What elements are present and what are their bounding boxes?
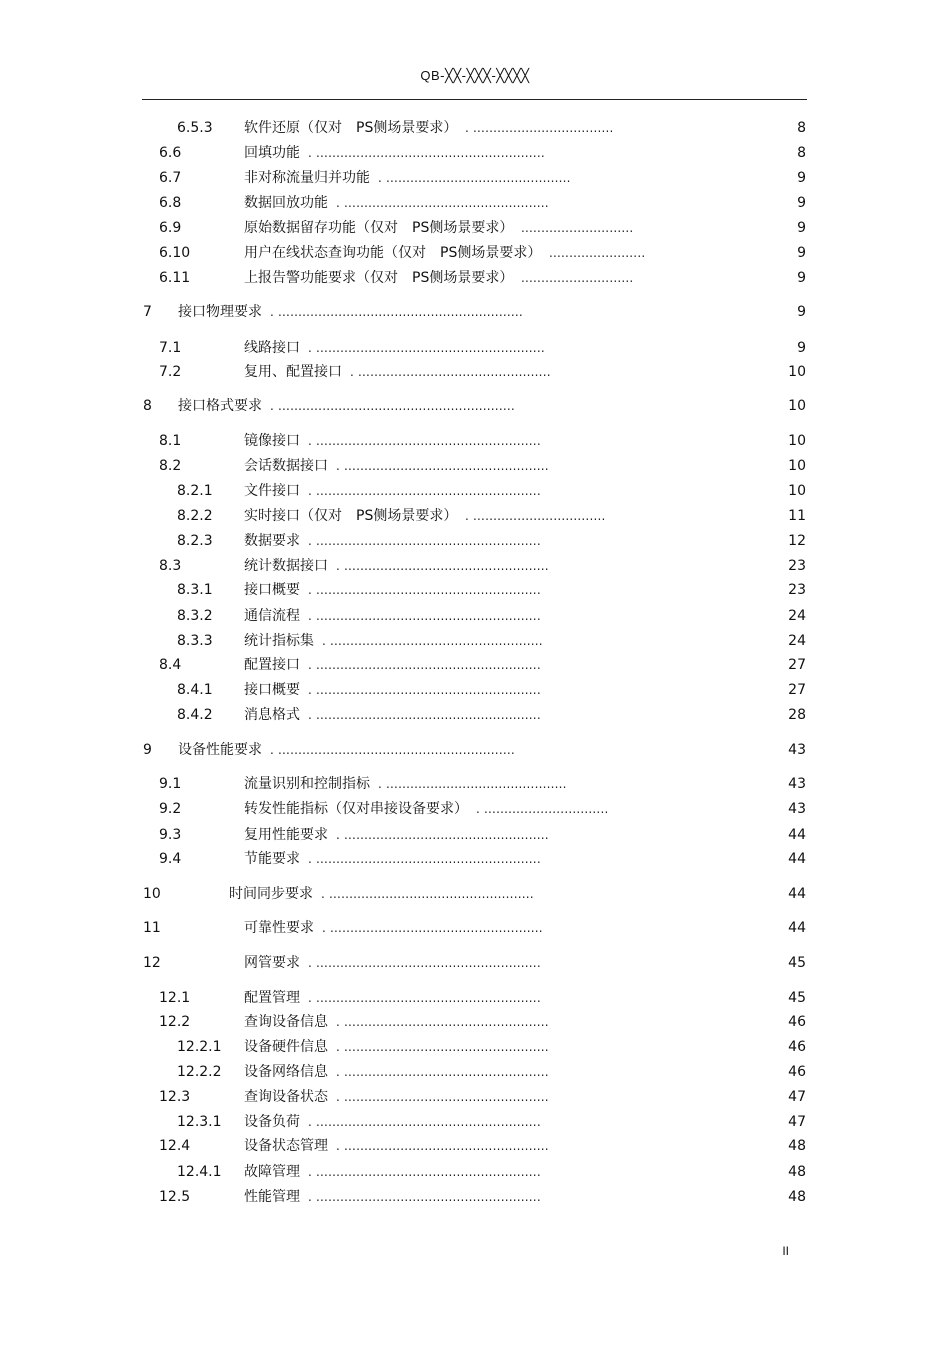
- toc-entry[interactable]: [0, 506, 950, 526]
- toc-entry[interactable]: [0, 481, 950, 501]
- toc-entry-leader-dots: . ...................................................: [336, 1090, 549, 1104]
- toc-entry[interactable]: [0, 988, 950, 1008]
- toc-entry-number: 7: [143, 304, 152, 320]
- toc-entry-page: 12: [788, 533, 806, 549]
- toc-entry-leader-dots: . ........................................................: [308, 609, 541, 623]
- toc-entry-title: 接口概要: [244, 582, 300, 598]
- toc-entry-number: 8.3.2: [177, 608, 213, 624]
- toc-entry[interactable]: [0, 193, 950, 213]
- toc-entry[interactable]: [0, 799, 950, 819]
- toc-entry[interactable]: [0, 705, 950, 725]
- toc-entry-title: 设备网络信息: [244, 1064, 328, 1080]
- toc-entry[interactable]: [0, 884, 950, 904]
- toc-entry-page: 24: [788, 633, 806, 649]
- toc-entry[interactable]: [0, 631, 950, 651]
- toc-entry-title: 接口格式要求: [178, 398, 262, 414]
- toc-entry[interactable]: [0, 168, 950, 188]
- toc-entry-page: 10: [788, 458, 806, 474]
- toc-entry[interactable]: [0, 1087, 950, 1107]
- toc-entry-number: 10: [143, 886, 161, 902]
- toc-entry-page: 43: [788, 801, 806, 817]
- toc-entry[interactable]: [0, 1062, 950, 1082]
- toc-entry-title: 上报告警功能要求（仅对 PS侧场景要求）: [244, 270, 514, 286]
- toc-entry[interactable]: [0, 143, 950, 163]
- toc-entry[interactable]: [0, 1187, 950, 1207]
- toc-entry-leader-dots: ........................: [549, 246, 646, 260]
- toc-entry-number: 8.2.1: [177, 483, 213, 499]
- toc-entry-page: 9: [797, 195, 806, 211]
- toc-entry-leader-dots: . ...................................: [465, 121, 614, 135]
- toc-entry-leader-dots: . ...................................................: [321, 887, 534, 901]
- toc-entry-title: 文件接口: [244, 483, 300, 499]
- toc-entry-title: 会话数据接口: [244, 458, 328, 474]
- toc-entry-title: 设备状态管理: [244, 1138, 328, 1154]
- toc-entry-leader-dots: . ...................................................: [336, 1040, 549, 1054]
- toc-entry-number: 9.4: [159, 851, 182, 867]
- toc-entry-number: 6.5.3: [177, 120, 213, 136]
- toc-entry-title: 软件还原（仅对 PS侧场景要求）: [244, 120, 458, 136]
- toc-entry-page: 48: [788, 1138, 806, 1154]
- toc-entry-number: 12.1: [159, 990, 191, 1006]
- toc-entry-leader-dots: . ........................................................: [308, 583, 541, 597]
- toc-entry-leader-dots: . .............................................: [378, 777, 567, 791]
- toc-entry[interactable]: [0, 1136, 950, 1156]
- document-code-header: QB-╳╳-╳╳╳-╳╳╳╳: [420, 68, 530, 83]
- toc-entry[interactable]: [0, 1037, 950, 1057]
- toc-entry-page: 8: [797, 145, 806, 161]
- toc-entry-number: 9: [143, 742, 152, 758]
- toc-entry-number: 6.7: [159, 170, 182, 186]
- toc-entry-leader-dots: . .................................: [465, 509, 606, 523]
- toc-entry[interactable]: [0, 531, 950, 551]
- toc-entry-number: 8.3.1: [177, 582, 213, 598]
- toc-entry-leader-dots: . ........................................................: [308, 991, 541, 1005]
- toc-entry-page: 10: [788, 364, 806, 380]
- toc-entry-leader-dots: ............................: [521, 221, 634, 235]
- toc-entry-leader-dots: . ........................................................: [308, 484, 541, 498]
- toc-entry-title: 网管要求: [244, 955, 300, 971]
- toc-entry-leader-dots: . ........................................................: [308, 1115, 541, 1129]
- toc-entry[interactable]: [0, 953, 950, 973]
- toc-entry-leader-dots: . ........................................................: [308, 534, 541, 548]
- toc-entry-title: 通信流程: [244, 608, 300, 624]
- toc-entry-page: 48: [788, 1189, 806, 1205]
- toc-entry-number: 8.3.3: [177, 633, 213, 649]
- toc-entry[interactable]: [0, 1162, 950, 1182]
- toc-entry-page: 23: [788, 582, 806, 598]
- toc-entry-title: 回填功能: [244, 145, 300, 161]
- toc-entry[interactable]: [0, 218, 950, 238]
- toc-entry-page: 9: [797, 270, 806, 286]
- toc-entry-title: 故障管理: [244, 1164, 300, 1180]
- toc-entry-page: 9: [797, 245, 806, 261]
- toc-entry-leader-dots: . ...............................: [476, 802, 609, 816]
- toc-entry-leader-dots: . ........................................................: [308, 683, 541, 697]
- toc-entry-title: 配置接口: [244, 657, 300, 673]
- toc-entry-title: 数据回放功能: [244, 195, 328, 211]
- toc-entry[interactable]: [0, 1112, 950, 1132]
- toc-entry-number: 8.3: [159, 558, 182, 574]
- toc-entry-leader-dots: . ........................................................: [308, 852, 541, 866]
- toc-entry-page: 8: [797, 120, 806, 136]
- toc-entry-page: 11: [788, 508, 806, 524]
- toc-entry-page: 10: [788, 483, 806, 499]
- toc-entry-title: 设备性能要求: [178, 742, 262, 758]
- toc-entry-title: 复用、配置接口: [244, 364, 342, 380]
- toc-entry-number: 8.4: [159, 657, 182, 673]
- toc-entry-title: 节能要求: [244, 851, 300, 867]
- toc-entry-title: 配置管理: [244, 990, 300, 1006]
- toc-entry-page: 44: [788, 851, 806, 867]
- toc-entry-leader-dots: . ...................................................: [336, 1065, 549, 1079]
- toc-entry-title: 数据要求: [244, 533, 300, 549]
- toc-entry-number: 12.4.1: [177, 1164, 222, 1180]
- toc-entry-number: 12.3: [159, 1089, 191, 1105]
- toc-entry[interactable]: [0, 580, 950, 600]
- toc-entry-number: 6.10: [159, 245, 191, 261]
- toc-entry-page: 46: [788, 1064, 806, 1080]
- toc-entry-page: 27: [788, 682, 806, 698]
- toc-entry[interactable]: [0, 338, 950, 358]
- toc-entry-number: 9.1: [159, 776, 182, 792]
- toc-entry-title: 消息格式: [244, 707, 300, 723]
- toc-entry-title: 接口概要: [244, 682, 300, 698]
- toc-entry-number: 9.2: [159, 801, 182, 817]
- toc-entry-leader-dots: . .........................................................: [308, 146, 545, 160]
- toc-entry[interactable]: [0, 680, 950, 700]
- toc-entry-page: 47: [788, 1114, 806, 1130]
- toc-entry-leader-dots: . ........................................................: [308, 956, 541, 970]
- toc-entry-number: 8.4.1: [177, 682, 213, 698]
- toc-entry-leader-dots: . ...................................................: [336, 828, 549, 842]
- toc-entry-title: 查询设备状态: [244, 1089, 328, 1105]
- toc-entry-page: 10: [788, 433, 806, 449]
- toc-entry-number: 7.1: [159, 340, 182, 356]
- toc-entry-title: 统计指标集: [244, 633, 314, 649]
- toc-entry-leader-dots: . ........................................................: [308, 658, 541, 672]
- toc-entry[interactable]: [0, 606, 950, 626]
- toc-entry-number: 8.1: [159, 433, 182, 449]
- toc-entry-number: 6.9: [159, 220, 182, 236]
- toc-entry-page: 9: [797, 170, 806, 186]
- toc-entry-page: 10: [788, 398, 806, 414]
- toc-entry-leader-dots: . ...................................................: [336, 559, 549, 573]
- toc-entry-number: 9.3: [159, 827, 182, 843]
- toc-entry-number: 11: [143, 920, 161, 936]
- toc-entry-leader-dots: . .............................................................: [270, 305, 523, 319]
- toc-entry-title: 线路接口: [244, 340, 300, 356]
- toc-entry-page: 46: [788, 1014, 806, 1030]
- toc-entry-title: 用户在线状态查询功能（仅对 PS侧场景要求）: [244, 245, 542, 261]
- toc-entry-number: 12.2: [159, 1014, 191, 1030]
- toc-entry[interactable]: [0, 396, 950, 416]
- toc-entry-page: 23: [788, 558, 806, 574]
- toc-entry-leader-dots: . ........................................................: [308, 434, 541, 448]
- toc-entry-title: 镜像接口: [244, 433, 300, 449]
- toc-entry-number: 8.4.2: [177, 707, 213, 723]
- toc-entry-leader-dots: . .....................................................: [322, 634, 543, 648]
- toc-entry-title: 原始数据留存功能（仅对 PS侧场景要求）: [244, 220, 514, 236]
- toc-entry-page: 24: [788, 608, 806, 624]
- toc-entry-leader-dots: . ................................................: [350, 365, 551, 379]
- toc-entry-leader-dots: . ...................................................: [336, 459, 549, 473]
- toc-entry[interactable]: [0, 268, 950, 288]
- toc-entry-number: 8.2: [159, 458, 182, 474]
- toc-entry-leader-dots: . .........................................................: [308, 341, 545, 355]
- toc-entry[interactable]: [0, 1012, 950, 1032]
- toc-entry[interactable]: [0, 556, 950, 576]
- toc-entry-title: 接口物理要求: [178, 304, 262, 320]
- toc-entry-number: 6.6: [159, 145, 182, 161]
- toc-entry-leader-dots: . ...........................................................: [270, 743, 515, 757]
- toc-entry[interactable]: [0, 740, 950, 760]
- toc-entry-number: 8.2.2: [177, 508, 213, 524]
- toc-entry-number: 12.5: [159, 1189, 191, 1205]
- toc-entry-leader-dots: . ...................................................: [336, 1139, 549, 1153]
- toc-entry-page: 9: [797, 220, 806, 236]
- toc-entry-page: 28: [788, 707, 806, 723]
- toc-entry-number: 6.8: [159, 195, 182, 211]
- toc-entry[interactable]: [0, 655, 950, 675]
- toc-entry-number: 12.3.1: [177, 1114, 222, 1130]
- toc-entry-page: 45: [788, 990, 806, 1006]
- toc-entry-leader-dots: . ........................................................: [308, 708, 541, 722]
- toc-entry-page: 43: [788, 742, 806, 758]
- toc-entry-number: 6.11: [159, 270, 191, 286]
- toc-entry-title: 流量识别和控制指标: [244, 776, 370, 792]
- toc-entry-title: 统计数据接口: [244, 558, 328, 574]
- toc-entry-number: 8: [143, 398, 152, 414]
- toc-entry-title: 设备硬件信息: [244, 1039, 328, 1055]
- toc-entry[interactable]: [0, 774, 950, 794]
- toc-entry-page: 9: [797, 340, 806, 356]
- toc-entry[interactable]: [0, 431, 950, 451]
- toc-entry-page: 27: [788, 657, 806, 673]
- toc-entry-number: 12.2.2: [177, 1064, 222, 1080]
- toc-entry-number: 12.4: [159, 1138, 191, 1154]
- toc-entry[interactable]: [0, 302, 950, 322]
- toc-entry-page: 44: [788, 886, 806, 902]
- toc-entry-title: 非对称流量归并功能: [244, 170, 370, 186]
- toc-entry[interactable]: [0, 825, 950, 845]
- toc-entry-leader-dots: . ........................................................: [308, 1190, 541, 1204]
- toc-entry-page: 46: [788, 1039, 806, 1055]
- toc-entry[interactable]: [0, 918, 950, 938]
- toc-entry[interactable]: [0, 118, 950, 138]
- toc-entry[interactable]: [0, 456, 950, 476]
- toc-entry-title: 性能管理: [244, 1189, 300, 1205]
- toc-entry-title: 查询设备信息: [244, 1014, 328, 1030]
- toc-entry-page: 47: [788, 1089, 806, 1105]
- toc-entry-leader-dots: ............................: [521, 271, 634, 285]
- toc-entry-title: 转发性能指标（仅对串接设备要求）: [244, 801, 468, 817]
- toc-entry[interactable]: [0, 849, 950, 869]
- toc-entry-leader-dots: . ...................................................: [336, 196, 549, 210]
- toc-entry-leader-dots: . ..............................................: [378, 171, 571, 185]
- toc-entry-page: 43: [788, 776, 806, 792]
- toc-entry-title: 复用性能要求: [244, 827, 328, 843]
- toc-entry[interactable]: [0, 362, 950, 382]
- toc-entry-leader-dots: . ........................................................: [308, 1165, 541, 1179]
- toc-entry-page: 9: [797, 304, 806, 320]
- toc-entry-page: 44: [788, 920, 806, 936]
- toc-entry-number: 12: [143, 955, 161, 971]
- toc-entry-number: 7.2: [159, 364, 182, 380]
- toc-entry-page: 48: [788, 1164, 806, 1180]
- toc-entry-title: 可靠性要求: [244, 920, 314, 936]
- toc-entry[interactable]: [0, 243, 950, 263]
- toc-entry-leader-dots: . ...................................................: [336, 1015, 549, 1029]
- toc-entry-title: 设备负荷: [244, 1114, 300, 1130]
- toc-entry-page: 45: [788, 955, 806, 971]
- page-number: II: [782, 1244, 789, 1258]
- toc-entry-title: 实时接口（仅对 PS侧场景要求）: [244, 508, 458, 524]
- toc-entry-title: 时间同步要求: [229, 886, 313, 902]
- toc-entry-leader-dots: . ...........................................................: [270, 399, 515, 413]
- toc-entry-number: 12.2.1: [177, 1039, 222, 1055]
- toc-entry-page: 44: [788, 827, 806, 843]
- toc-entry-leader-dots: . .....................................................: [322, 921, 543, 935]
- toc-entry-number: 8.2.3: [177, 533, 213, 549]
